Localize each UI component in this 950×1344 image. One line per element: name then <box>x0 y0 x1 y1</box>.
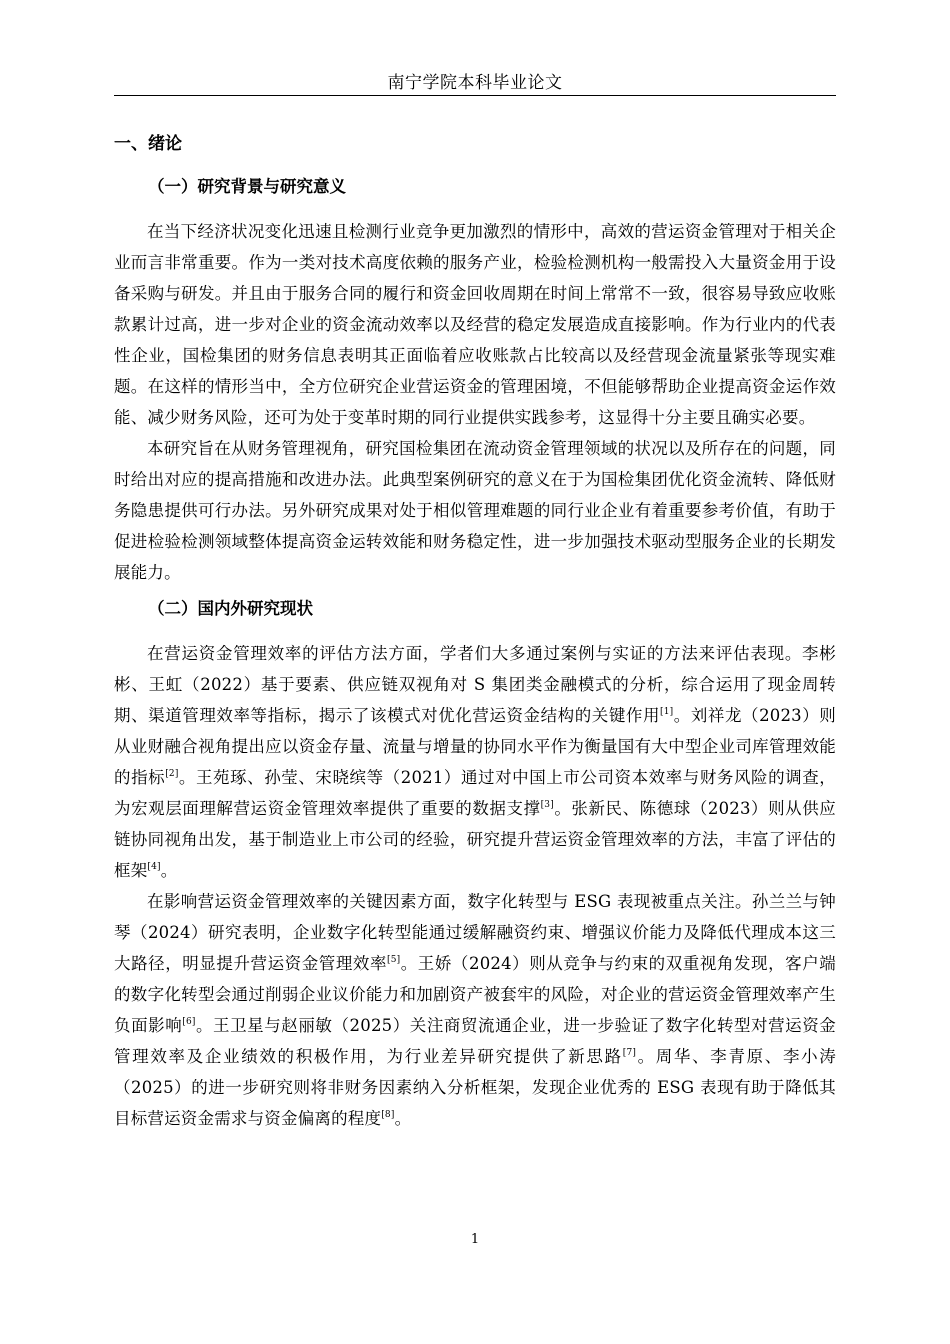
citation-ref: [7] <box>622 1048 637 1058</box>
citation-ref: [3] <box>540 800 554 810</box>
text-segment: 在影响营运资金管理效率的关键因素方面，数字化转型与 ESG 表现被重点关注。孙兰兰与钟琴（2024）研究表明，企业数字化转型能通过缓解融资约束、增强议价能力及降低代理成本这三大路径，明显提升营运资金管理效率 <box>114 892 836 973</box>
citation-ref: [8] <box>381 1110 395 1120</box>
text-segment: 。刘祥龙（2023）则从业财融合视角提出应以资金存量、流量与增量的协同水平作为衡量国有大中型企业司库管理效能的指标 <box>114 706 836 787</box>
text-segment: 。王卫星与赵丽敏（2025）关注商贸流通企业，进一步验证了数字化转型对营运资金管理效率及企业绩效的积极作用，为行业差异研究提供了新思路 <box>114 1016 836 1066</box>
page-body <box>114 132 836 1134</box>
subsection-heading-literature: （二）国内外研究现状 <box>148 599 313 618</box>
page-number: 1 <box>470 1232 480 1247</box>
paragraph-key-factors <box>114 886 836 1134</box>
citation-ref: [2] <box>165 769 179 779</box>
header-rule <box>114 95 836 96</box>
subsection-heading-background: （一）研究背景与研究意义 <box>148 177 346 196</box>
text-segment: 。王苑琢、孙莹、宋晓缤等（2021）通过对中国上市公司资本效率与财务风险的调查，为宏观层面理解营运资金管理效率提供了重要的数据支撑 <box>114 768 836 818</box>
text-segment: 。张新民、陈德球（2023）则从供应链协同视角出发，基于制造业上市公司的经验，研究提升营运资金管理效率的方法，丰富了评估的框架 <box>114 799 836 880</box>
paragraph-background: 在当下经济状况变化迅速且检测行业竞争更加激烈的情形中，高效的营运资金管理对于相关企业而言非常重要。作为一类对技术高度依赖的服务产业，检验检测机构一般需投入大量资金用于设备采购与研发。并且由于服务合同的履行和资金回收周期在时间上常常不一致，很容易导致应收账款累计过高，进一步对企业的资金流动效率以及经营的稳定发展造成直接影响。作为行业内的代表性企业，国检集团的财务信息表明其正面临着应收账款占比较高以及经营现金流量紧张等现实难题。在这样的情形当中，全方位研究企业营运资金的管理困境，不但能够帮助企业提高资金运作效能、减少财务风险，还可为处于变革时期的同行业提供实践参考，这显得十分主要且确实必要。 <box>114 222 836 427</box>
text-segment: 。 <box>160 861 178 880</box>
running-header: 南宁学院本科毕业论文 <box>387 73 563 93</box>
citation-ref: [4] <box>147 862 161 872</box>
citation-ref: [1] <box>660 707 674 717</box>
citation-ref: [5] <box>387 955 401 965</box>
paragraph-significance: 本研究旨在从财务管理视角，研究国检集团在流动资金管理领域的状况以及所存在的问题，同时给出对应的提高措施和改进办法。此典型案例研究的意义在于为国检集团优化资金流转、降低财务隐患提供可行办法。另外研究成果对处于相似管理难题的同行业企业有着重要参考价值，有助于促进检验检测领域整体提高资金运转效能和财务稳定性，进一步加强技术驱动型服务企业的长期发展能力。 <box>114 439 836 582</box>
citation-ref: [6] <box>182 1017 196 1027</box>
section-heading: 一、绪论 <box>114 134 182 154</box>
text-segment: 。周华、李青原、李小涛（2025）的进一步研究则将非财务因素纳入分析框架，发现企业优秀的 ESG 表现有助于降低其目标营运资金需求与资金偏离的程度 <box>114 1047 836 1128</box>
paragraph-evaluation-methods <box>114 638 836 886</box>
text-segment: 。王娇（2024）则从竞争与约束的双重视角发现，客户端的数字化转型会通过削弱企业议价能力和加剧资产被套牢的风险，对企业的营运资金管理效率产生负面影响 <box>114 954 836 1035</box>
text-segment: 在营运资金管理效率的评估方法方面，学者们大多通过案例与实证的方法来评估表现。李彬彬、王虹（2022）基于要素、供应链双视角对 S 集团类金融模式的分析，综合运用了现金周转期、渠道管理效率等指标，揭示了该模式对优化营运资金结构的关键作用 <box>114 644 836 725</box>
text-segment: 。 <box>394 1109 412 1128</box>
